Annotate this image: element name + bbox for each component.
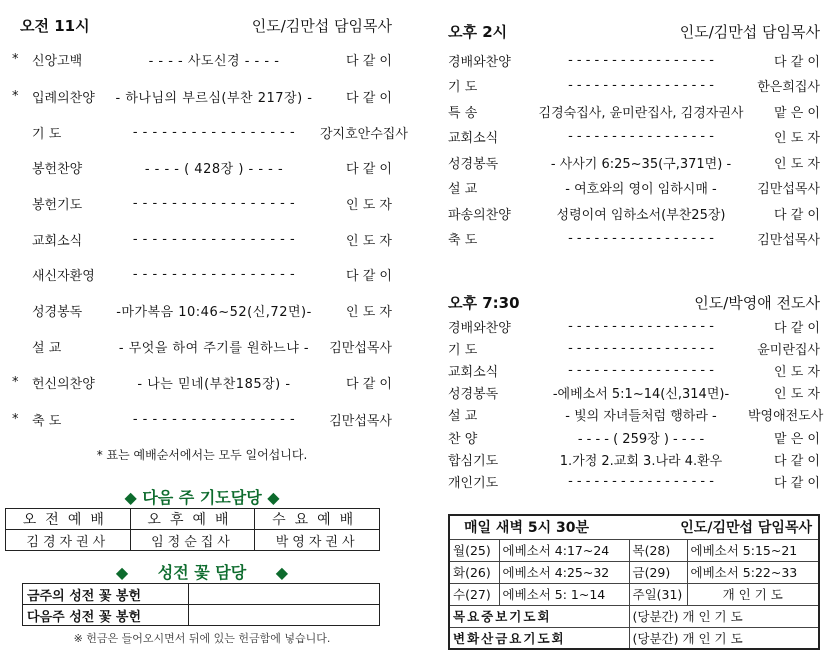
- order-item: 봉헌찬양: [32, 161, 83, 177]
- order-item: 축 도: [32, 413, 62, 429]
- morning-leader: 인도/김만섭 담임목사: [251, 17, 392, 35]
- stand-marker: *: [12, 51, 19, 67]
- order-detail: - - - - - - - - - - - - - - - - -: [132, 231, 296, 247]
- text-cell: 에베소서 4:25~32: [499, 561, 629, 583]
- table-row: [449, 627, 819, 649]
- order-person: 인 도 자: [774, 156, 820, 172]
- flowers-title: [12, 560, 392, 583]
- order-row: [12, 49, 392, 69]
- flowers-next-week-label: 다음주 성전 꽃 봉헌: [23, 605, 189, 626]
- order-person: 맡 은 이: [774, 431, 820, 447]
- order-person: 김만섭목사: [757, 233, 820, 248]
- order-row: [448, 405, 824, 425]
- order-person: 강지호안수집사: [320, 126, 408, 142]
- order-item: 신앙고백: [32, 53, 83, 69]
- order-item: 경배와찬양: [448, 320, 511, 336]
- order-detail: - - - - ( 428장 ) - - - -: [144, 161, 284, 177]
- day-cell: 목(28): [629, 539, 687, 561]
- order-person: 박영애전도사: [748, 409, 824, 425]
- order-detail: 김경숙집사, 윤미란집사, 김경자권사: [538, 105, 744, 121]
- order-person: 맡 은 이: [774, 105, 820, 121]
- diamond-icon: ◆: [124, 488, 137, 507]
- order-item: 교회소식: [448, 131, 499, 146]
- thursday-prayer-value: (당분간) 개 인 기 도: [629, 605, 819, 627]
- order-person: 인 도 자: [346, 233, 392, 249]
- order-person: 김만섭목사: [329, 340, 392, 356]
- table-row: [449, 539, 819, 561]
- order-person: 한은희집사: [757, 80, 820, 95]
- order-detail: - - - - - - - - - - - - - - - - -: [568, 78, 714, 93]
- name-am: 김경자권사: [6, 530, 131, 551]
- order-person: 다 같 이: [346, 161, 392, 177]
- morning-time: 오전 11시: [20, 17, 90, 35]
- day-cell: 화(26): [449, 561, 499, 583]
- order-person: 다 같 이: [346, 376, 392, 392]
- order-person: 다 같 이: [346, 268, 392, 284]
- order-row: [448, 449, 820, 469]
- pm2-time: 오후 2시: [448, 23, 508, 41]
- order-detail: - - - - - - - - - - - - - - - - -: [568, 129, 714, 144]
- order-item: 파송의찬양: [448, 207, 511, 223]
- pm730-leader: 인도/박영애 전도사: [694, 294, 820, 312]
- order-row: [12, 409, 392, 429]
- order-row: [448, 427, 820, 447]
- text-cell: 에베소서 5: 1~14: [499, 583, 629, 605]
- order-detail: - - - - - - - - - - - - - - - - -: [568, 362, 714, 378]
- pm2-header: [448, 21, 820, 42]
- order-row: [448, 76, 820, 96]
- order-row: [12, 336, 392, 356]
- order-detail: - - - - - - - - - - - - - - - - -: [568, 52, 714, 68]
- order-person: 다 같 이: [346, 90, 392, 106]
- order-row: [448, 229, 820, 249]
- order-detail: 성령이여 임하소서(부찬25장): [556, 207, 726, 223]
- order-detail: - - - - - - - - - - - - - - - - -: [132, 195, 296, 211]
- text-cell: 개 인 기 도: [687, 583, 819, 605]
- order-row: [448, 383, 820, 403]
- order-detail: - - - - - - - - - - - - - - - - -: [568, 231, 714, 246]
- order-item: 특 송: [448, 105, 478, 121]
- stand-marker: *: [12, 411, 19, 427]
- order-item: 성경봉독: [448, 156, 499, 172]
- pm2-leader: 인도/김만섭 담임목사: [679, 23, 820, 41]
- order-item: 찬 양: [448, 431, 478, 447]
- order-item: 성경봉독: [32, 304, 83, 320]
- order-row: [12, 372, 392, 392]
- order-row: [448, 316, 820, 336]
- order-person: 인 도 자: [774, 364, 820, 380]
- table-row: [449, 583, 819, 605]
- order-detail: - 무엇을 하여 주기를 원하느냐 -: [118, 340, 310, 356]
- order-item: 새신자환영: [32, 268, 95, 284]
- next-week-title: [12, 485, 392, 508]
- order-detail: - 여호와의 영이 임하시매 -: [565, 182, 717, 197]
- flowers-this-week-label: 금주의 성전 꽃 봉헌: [23, 584, 189, 605]
- order-detail: 1.가정 2.교회 3.나라 4.환우: [559, 453, 723, 469]
- order-item: 교회소식: [448, 364, 499, 380]
- flowers-next-week-value: [189, 605, 380, 626]
- flowers-this-week-value: [189, 584, 380, 605]
- order-row: [448, 127, 820, 147]
- table-row: [449, 605, 819, 627]
- name-pm: 임정순집사: [130, 530, 255, 551]
- order-person: 윤미란집사: [757, 342, 820, 358]
- order-detail: - - - - - - - - - - - - - - - - -: [132, 124, 296, 140]
- header-wed: 수요예배: [255, 509, 380, 530]
- next-week-title-text: 다음 주 기도담당: [142, 488, 262, 507]
- order-detail: - - - - - - - - - - - - - - - - -: [132, 411, 296, 427]
- order-item: 기 도: [32, 126, 62, 142]
- order-row: [12, 264, 392, 284]
- day-cell: 주일(31): [629, 583, 687, 605]
- order-person: 다 같 이: [774, 453, 820, 469]
- order-person: 다 같 이: [774, 475, 820, 491]
- order-detail: - - - - ( 259장 ) - - - -: [577, 431, 705, 447]
- order-detail: - - - - 사도신경 - - - -: [148, 53, 280, 69]
- order-row: [12, 122, 408, 142]
- morning-header: [20, 15, 392, 36]
- order-item: 헌신의찬양: [32, 376, 95, 392]
- order-detail: - 빛의 자녀들처럼 행하라 -: [565, 409, 717, 425]
- order-item: 입례의찬양: [32, 90, 95, 106]
- order-item: 축 도: [448, 233, 478, 248]
- order-person: 김만섭목사: [757, 182, 820, 197]
- diamond-icon: ◆: [267, 488, 280, 507]
- text-cell: 에베소서 5:15~21: [687, 539, 819, 561]
- order-person: 인 도 자: [774, 387, 820, 403]
- order-row: [12, 300, 392, 320]
- pm730-time: 오후 7:30: [448, 294, 520, 312]
- order-person: 인 도 자: [346, 304, 392, 320]
- order-row: [12, 229, 392, 249]
- order-detail: - 하나님의 부르심(부찬 217장) -: [115, 90, 313, 106]
- dawn-leader: 인도/김만섭 담임목사: [629, 515, 819, 539]
- flowers-table: [22, 583, 380, 626]
- table-row: [449, 515, 819, 539]
- friday-prayer-label: 변화산금요기도회: [449, 627, 629, 649]
- standing-note: * 표는 예배순서에서는 모두 일어섭니다.: [96, 448, 308, 462]
- thursday-prayer-label: 목요중보기도회: [449, 605, 629, 627]
- order-item: 설 교: [32, 340, 62, 356]
- order-detail: - - - - - - - - - - - - - - - - -: [132, 266, 296, 282]
- order-detail: - - - - - - - - - - - - - - - - -: [568, 318, 714, 334]
- order-item: 기 도: [448, 80, 478, 95]
- order-row: [448, 203, 820, 223]
- order-row: [448, 152, 820, 172]
- order-person: 다 같 이: [774, 320, 820, 336]
- order-person: 인 도 자: [346, 197, 392, 213]
- order-item: 봉헌기도: [32, 197, 83, 213]
- name-wed: 박영자권사: [255, 530, 380, 551]
- header-pm: 오후예배: [130, 509, 255, 530]
- table-row: [23, 605, 380, 626]
- order-detail: -에베소서 5:1~14(신,314면)-: [552, 387, 730, 403]
- order-person: 인 도 자: [774, 131, 820, 146]
- order-person: 다 같 이: [774, 207, 820, 223]
- order-row: [448, 178, 820, 198]
- flowers-title-text: 성전 꽃 담당: [157, 563, 247, 582]
- order-row: [448, 360, 820, 380]
- order-row: [448, 50, 820, 70]
- diamond-icon: ◆: [275, 563, 289, 582]
- order-row: [448, 338, 820, 358]
- stand-marker: *: [12, 374, 19, 390]
- table-row: [449, 561, 819, 583]
- order-person: 김만섭목사: [329, 413, 392, 429]
- text-cell: 에베소서 4:17~24: [499, 539, 629, 561]
- offering-note: ※ 헌금은 들어오시면서 뒤에 있는 헌금함에 넣습니다.: [73, 632, 331, 645]
- order-item: 합심기도: [448, 453, 499, 469]
- table-row: [23, 584, 380, 605]
- order-row: [448, 471, 820, 491]
- day-cell: 월(25): [449, 539, 499, 561]
- pm730-header: [448, 292, 820, 313]
- diamond-icon: ◆: [115, 563, 129, 582]
- order-detail: - 나는 믿네(부찬185장) -: [137, 376, 291, 392]
- dawn-prayer-table: [448, 514, 820, 650]
- order-detail: -마가복음 10:46~52(신,72면)-: [116, 304, 312, 320]
- order-detail: - - - - - - - - - - - - - - - - -: [568, 340, 714, 356]
- order-item: 교회소식: [32, 233, 83, 249]
- stand-marker: *: [12, 88, 19, 104]
- order-item: 기 도: [448, 342, 478, 358]
- order-row: [12, 157, 392, 177]
- table-row: [6, 509, 380, 530]
- day-cell: 수(27): [449, 583, 499, 605]
- order-item: 개인기도: [448, 475, 499, 491]
- order-item: 경배와찬양: [448, 54, 511, 70]
- order-item: 설 교: [448, 182, 478, 197]
- order-item: 성경봉독: [448, 387, 499, 403]
- order-person: 다 같 이: [774, 54, 820, 70]
- prayer-duty-table: [5, 508, 380, 551]
- day-cell: 금(29): [629, 561, 687, 583]
- friday-prayer-value: (당분간) 개 인 기 도: [629, 627, 819, 649]
- order-detail: - - - - - - - - - - - - - - - - -: [568, 473, 714, 489]
- dawn-title: 매일 새벽 5시 30분: [449, 515, 629, 539]
- order-person: 다 같 이: [346, 53, 392, 69]
- order-detail: - 사사기 6:25~35(구,371면) -: [550, 156, 732, 172]
- order-row: [448, 101, 820, 121]
- table-row: [6, 530, 380, 551]
- order-item: 설 교: [448, 409, 478, 425]
- order-row: [12, 86, 392, 106]
- order-row: [12, 193, 392, 213]
- text-cell: 에베소서 5:22~33: [687, 561, 819, 583]
- header-am: 오전예배: [6, 509, 131, 530]
